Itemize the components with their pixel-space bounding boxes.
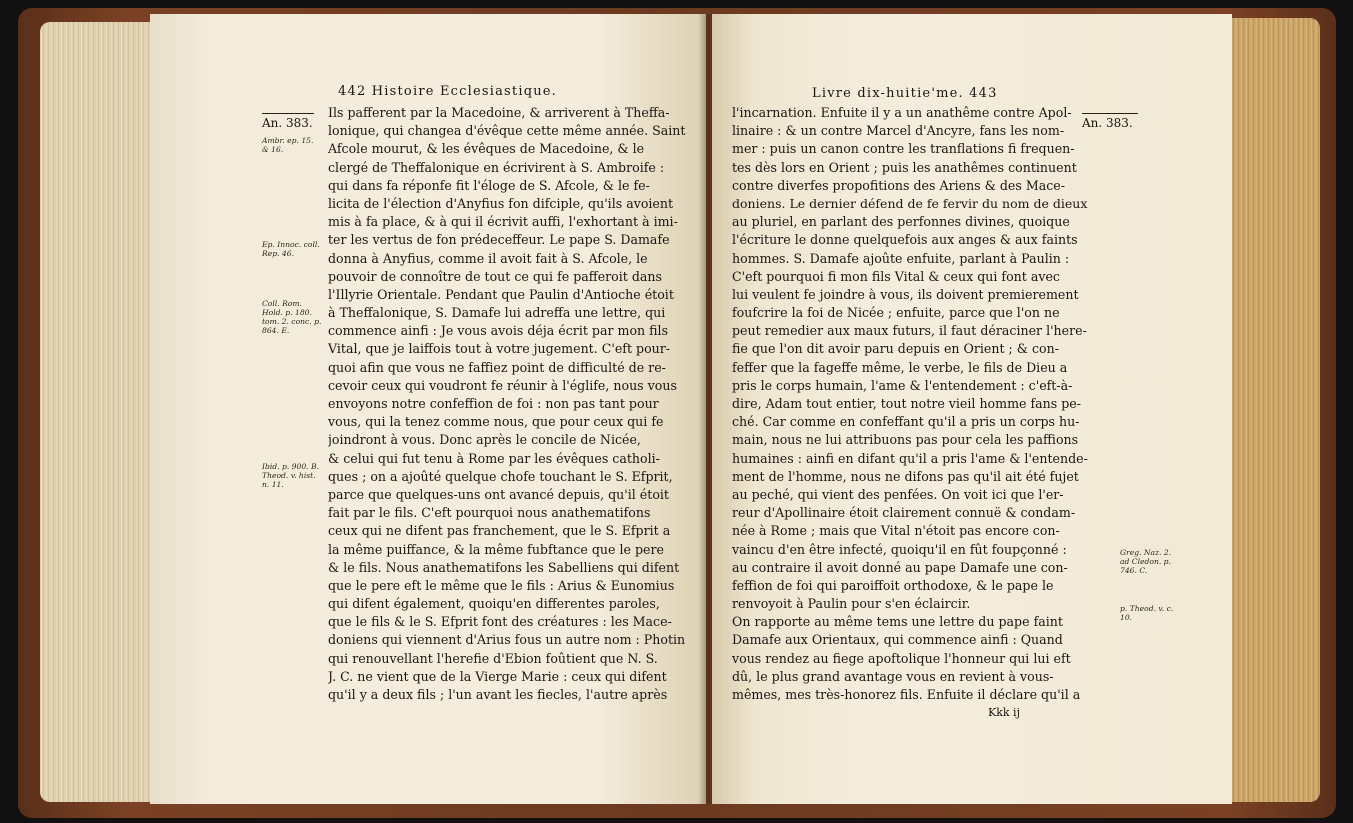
- text-line: main, nous ne lui attribuons pas pour cela les paffions: [732, 432, 1079, 448]
- text-line: fait par le fils. C'eft pourquoi nous anathematifons: [328, 505, 651, 521]
- page-signature: Kkk ij: [988, 706, 1020, 719]
- text-line: que le fils & le S. Efprit font des créatures : les Mace-: [328, 614, 672, 630]
- text-line: quoi afin que vous ne faffiez point de difficulté de re-: [328, 359, 666, 375]
- left-year-rule: [262, 113, 314, 114]
- text-line: née à Rome ; mais que Vital n'étoit pas encore con-: [732, 523, 1060, 539]
- text-line: pouvoir de connoître de tout ce qui fe pafferoit dans: [328, 268, 662, 284]
- text-line: & celui qui fut tenu à Rome par les évêques catholi-: [328, 450, 660, 466]
- text-line: que le pere eft le même que le fils : Arius & Eunomius: [328, 577, 675, 593]
- text-line: licita de l'élection d'Anyfius fon difciple, qu'ils avoient: [328, 195, 674, 211]
- margin-note: Greg. Naz. 2.: [1120, 548, 1172, 557]
- text-line: Vital, que je laiffois tout à votre jugement. C'eft pour-: [328, 341, 671, 357]
- margin-note: n. 11.: [262, 480, 284, 489]
- text-line: qu'il y a deux fils ; l'un avant les fiecles, l'autre après: [328, 687, 668, 702]
- left-page-edges: [40, 22, 152, 802]
- text-line: ment de l'homme, nous ne difons pas qu'il ait été fujet: [732, 468, 1079, 484]
- text-line: pris le corps humain, l'ame & l'entendement : c'eft-à-: [732, 377, 1073, 393]
- text-line: hommes. S. Damafe ajoûte enfuite, parlant à Paulin :: [732, 250, 1070, 266]
- text-line: Damafe aux Orientaux, qui commence ainfi : Quand: [732, 632, 1063, 648]
- text-line: dû, le plus grand avantage vous en revient à vous-: [732, 668, 1054, 684]
- text-line: au pluriel, en parlant des perfonnes divines, quoique: [732, 214, 1070, 230]
- text-line: doniens. Le dernier défend de fe fervir du nom de dieux: [732, 195, 1088, 211]
- left-year-label: An. 383.: [262, 116, 313, 130]
- text-line: peut remedier aux maux futurs, il faut déraciner l'here-: [732, 323, 1087, 339]
- text-line: J. C. ne vient que de la Vierge Marie : ceux qui difent: [328, 668, 667, 684]
- text-line: envoyons notre confeffion de foi : non pas tant pour: [328, 396, 659, 411]
- margin-note: Ep. Innoc. coll.: [262, 240, 320, 249]
- text-line: commence ainfi : Je vous avois déja écrit par mon fils: [328, 323, 669, 339]
- text-line: parce que quelques-uns ont avancé depuis, qu'il étoit: [328, 486, 669, 502]
- margin-note: Theod. v. hist.: [262, 471, 316, 480]
- text-line: joindront à vous. Donc après le concile de Nicée,: [328, 432, 641, 448]
- text-line: cevoir ceux qui voudront fe réunir à l'églife, nous vous: [328, 377, 677, 393]
- text-line: lui veulent fe joindre à vous, ils doivent premierement: [732, 286, 1079, 302]
- text-line: au contraire il avoit donné au pape Damafe une con-: [732, 559, 1068, 575]
- text-line: renvoyoit à Paulin pour s'en éclaircir.: [732, 596, 971, 612]
- text-line: & le fils. Nous anathematifons les Sabelliens qui difent: [328, 559, 680, 575]
- text-line: qui difent également, quoiqu'en differentes paroles,: [328, 596, 660, 612]
- text-line: au peché, qui vient des penfées. On voit ici que l'er-: [732, 486, 1064, 502]
- text-line: l'écriture le donne quelquefois aux anges & aux faints: [732, 232, 1078, 248]
- text-line: à Theffalonique, S. Damafe lui adreffa une lettre, qui: [328, 305, 666, 321]
- margin-note: Ambr. ep. 15.: [262, 136, 314, 145]
- left-page: [150, 14, 706, 804]
- text-line: clergé de Theffalonique en écrivirent à S. Ambroife :: [328, 159, 665, 175]
- right-body-text: [732, 104, 1088, 704]
- left-body-text: [328, 104, 696, 704]
- text-line: vous, qui la tenez comme nous, que pour ceux qui fe: [328, 414, 664, 430]
- right-page-edges: [1220, 18, 1320, 802]
- text-line: vous rendez au fiege apoftolique l'honneur qui lui eft: [732, 650, 1071, 666]
- margin-note: & 16.: [262, 145, 284, 154]
- right-year-label: An. 383.: [1082, 116, 1133, 130]
- text-line: la même puiffance, & la même fubftance que le pere: [328, 541, 664, 557]
- margin-note: Rep. 46.: [262, 249, 294, 258]
- text-line: linaire : & un contre Marcel d'Ancyre, fans les nom-: [732, 123, 1065, 139]
- text-line: doniens qui viennent d'Arius fous un autre nom : Photin: [328, 632, 686, 648]
- right-running-header: Livre dix-huitie'me. 443: [812, 86, 998, 101]
- text-line: On rapporte au même tems une lettre du pape faint: [732, 614, 1063, 630]
- left-running-header: 442 Histoire Ecclesiastique.: [338, 84, 558, 99]
- text-line: ceux qui ne difent pas franchement, que le S. Efprit a: [328, 523, 671, 539]
- text-line: humaines : ainfi en difant qu'il a pris l'ame & l'entende-: [732, 450, 1088, 466]
- text-line: l'Illyrie Orientale. Pendant que Paulin d'Antioche étoit: [328, 286, 674, 302]
- text-line: mis à fa place, & à qui il écrivit auffi, l'exhortant à imi-: [328, 214, 678, 230]
- text-line: feffion de foi qui paroiffoit orthodoxe, & le pape le: [732, 577, 1054, 593]
- right-page: [712, 14, 1232, 804]
- text-line: C'eft pourquoi fi mon fils Vital & ceux qui font avec: [732, 268, 1060, 284]
- right-year-rule: [1082, 113, 1138, 114]
- margin-note: 10.: [1120, 613, 1133, 622]
- text-line: tes dès lors en Orient ; puis les anathêmes continuent: [732, 159, 1077, 175]
- text-line: fie que l'on dit avoir paru depuis en Orient ; & con-: [732, 341, 1059, 357]
- text-line: mer : puis un canon contre les tranflations fi frequen-: [732, 141, 1075, 157]
- text-line: dire, Adam tout entier, tout notre vieil homme fans pe-: [732, 396, 1081, 411]
- margin-note: 864. E.: [262, 326, 290, 335]
- text-line: qui renouvellant l'herefie d'Ebion foûtient que N. S.: [328, 650, 658, 666]
- text-line: ché. Car comme en confeffant qu'il a pris un corps hu-: [732, 414, 1080, 430]
- margin-note: ad Cledon. p.: [1120, 557, 1171, 566]
- text-line: mêmes, mes très-honorez fils. Enfuite il déclare qu'il a: [732, 687, 1081, 702]
- text-line: contre diverfes propofitions des Ariens & des Mace-: [732, 177, 1066, 193]
- text-line: vaincu d'en être infecté, quoiqu'il en fût foupçonné :: [732, 541, 1067, 557]
- text-line: ter les vertus de fon prédeceffeur. Le pape S. Damafe: [328, 232, 670, 248]
- text-line: donna à Anyfius, comme il avoit fait à S. Afcole, le: [328, 250, 648, 266]
- text-line: foufcrire la foi de Nicée ; enfuite, parce que l'on ne: [732, 305, 1060, 321]
- margin-note: tom. 2. conc. p.: [262, 317, 322, 326]
- text-line: ques ; on a ajoûté quelque chofe touchant le S. Efprit,: [328, 468, 673, 484]
- text-line: feffer que la fageffe même, le verbe, le fils de Dieu a: [732, 359, 1068, 375]
- margin-note: Coll. Rom.: [262, 299, 302, 308]
- text-line: Afcole mourut, & les évêques de Macedoine, & le: [328, 141, 645, 157]
- text-line: qui dans fa réponfe fit l'éloge de S. Afcole, & le fe-: [328, 177, 650, 193]
- text-line: Ils pafferent par la Macedoine, & arriverent à Theffa-: [328, 105, 670, 120]
- margin-note: Hold. p. 180.: [262, 308, 312, 317]
- margin-note: Ibid. p. 900. B.: [262, 462, 319, 471]
- text-line: reur d'Apollinaire étoit clairement connuë & condam-: [732, 505, 1076, 521]
- text-line: l'incarnation. Enfuite il y a un anathême contre Apol-: [732, 105, 1072, 120]
- margin-note: p. Theod. v. c.: [1120, 604, 1174, 613]
- text-line: lonique, qui changea d'évêque cette même année. Saint: [328, 123, 686, 139]
- margin-note: 746. C.: [1120, 566, 1148, 575]
